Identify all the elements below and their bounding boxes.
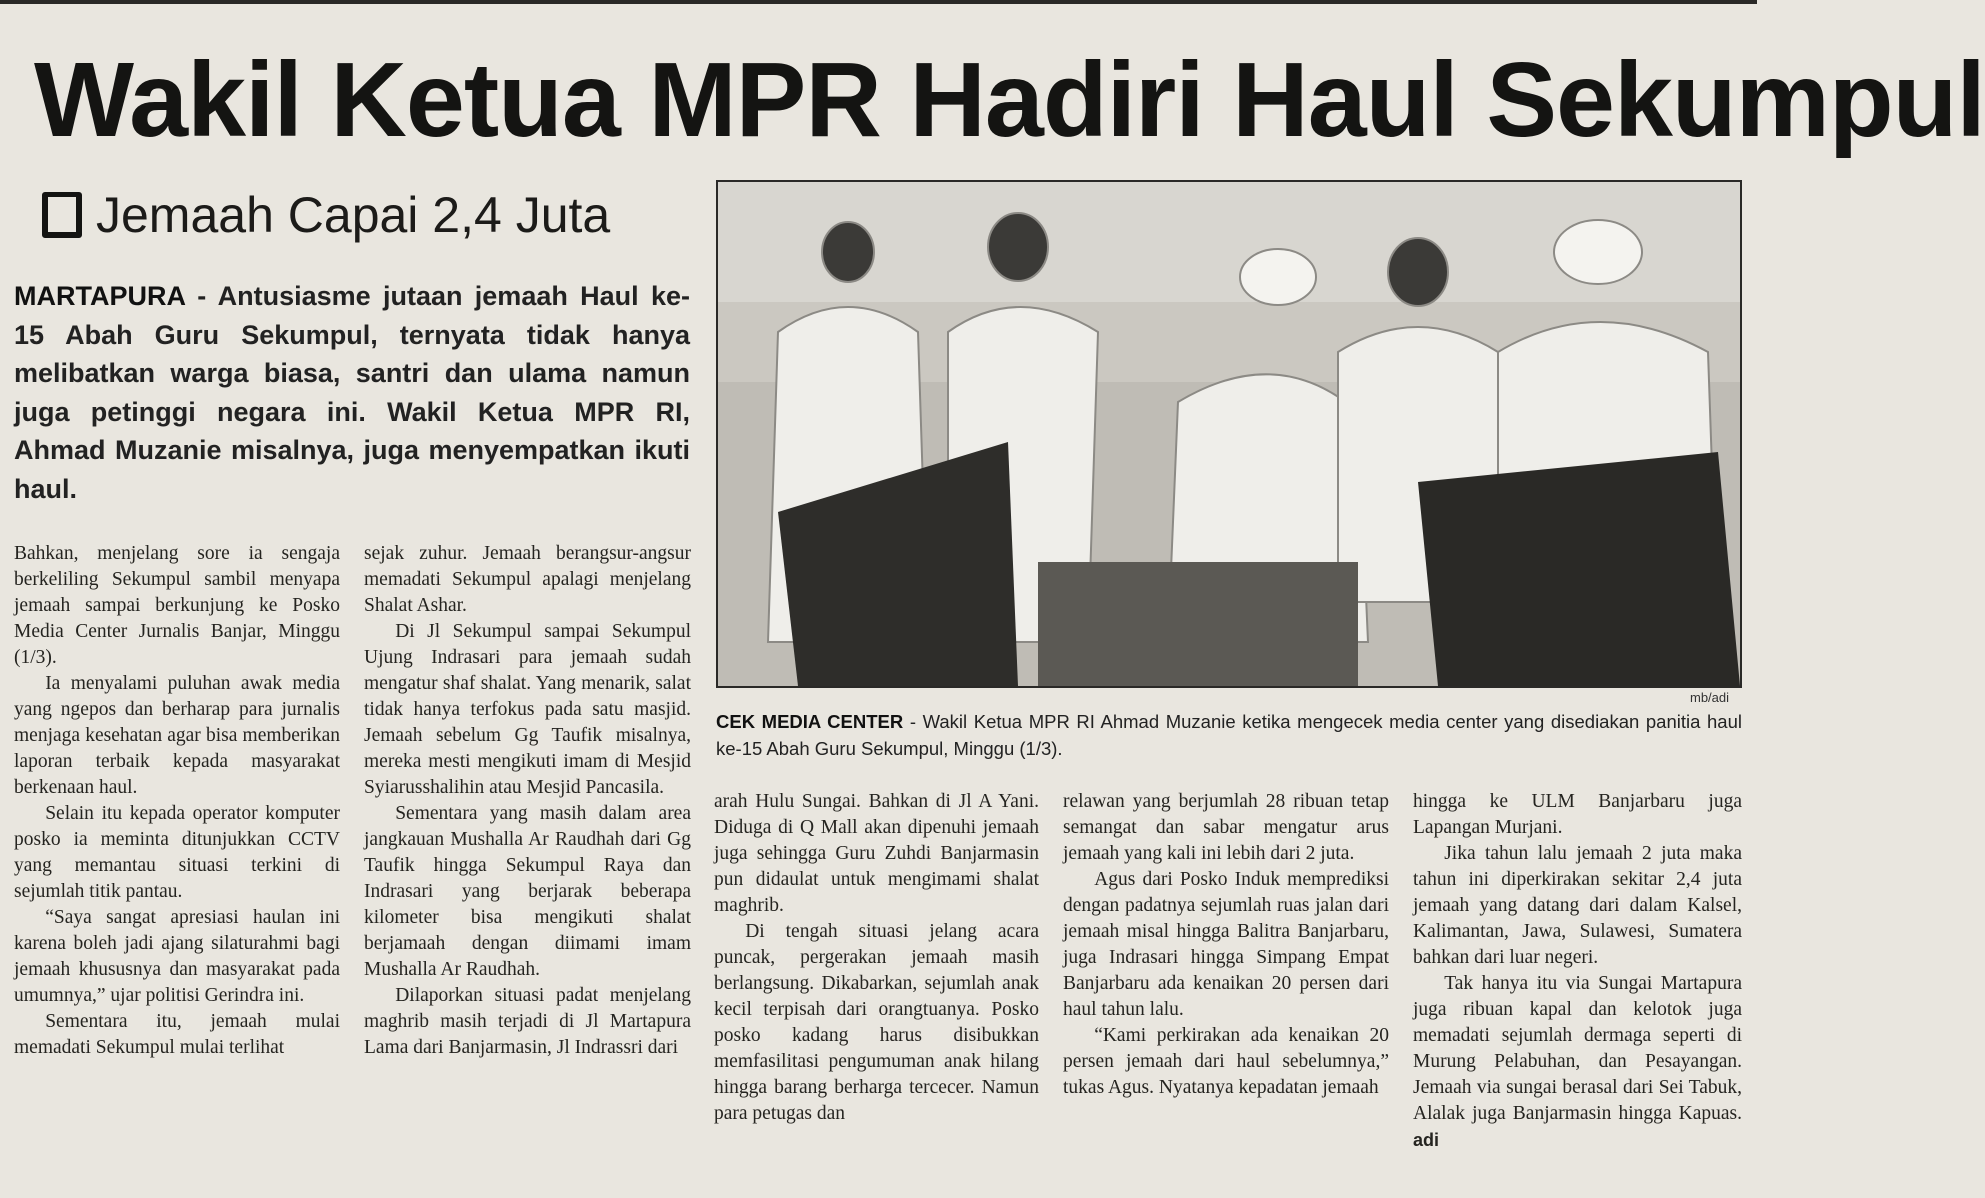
dateline: MARTAPURA (14, 281, 185, 311)
paragraph: “Kami perkirakan ada kenaikan 20 persen jemaah dari haul sebelumnya,” tukas Agus. Nyatanya kepadatan jemaah (1063, 1025, 1389, 1098)
paragraph: sejak zuhur. Jemaah berangsur-angsur memadati Sekumpul apalagi menjelang Shalat Ashar. (364, 543, 691, 616)
paragraph: Jika tahun lalu jemaah 2 juta maka tahun ini diperkirakan sekitar 2,4 juta jemaah yang datang dari dalam Kalsel, Kalimantan, Jawa, Sulawesi, Sumatera bahkan dari luar negeri. (1413, 843, 1742, 968)
body-column-2 (364, 541, 691, 1061)
photo-illustration (718, 182, 1740, 686)
paragraph: arah Hulu Sungai. Bahkan di Jl A Yani. Diduga di Q Mall akan dipenuhi jemaah juga sehingga Guru Zuhdi Banjarmasin pun didaulat untuk mengimami shalat maghrib. (714, 791, 1039, 916)
paragraph: Di Jl Sekumpul sampai Sekumpul Ujung Indrasari para jemaah sudah mengatur shaf shalat. Yang menarik, salat tidak hanya terfokus pada satu masjid. Jemaah sebelum Gg Taufik misalnya, mereka mesti mengikuti imam di Mesjid Syiarusshalihin atau Mesjid Pancasila. (364, 621, 691, 798)
paragraph: Sementara itu, jemaah mulai memadati Sekumpul mulai terlihat (14, 1011, 340, 1058)
paragraph: Ia menyalami puluhan awak media yang ngepos dan berharap para jurnalis menjaga kesehatan agar bisa memberikan laporan terbaik kepada masyarakat berkenaan haul. (14, 673, 340, 798)
body-column-3 (714, 789, 1039, 1127)
news-photo (716, 180, 1742, 688)
square-bullet-icon (42, 192, 82, 238)
body-column-5 (1413, 789, 1742, 1154)
paragraph: Dilaporkan situasi padat menjelang maghrib masih terjadi di Jl Martapura Lama dari Banjarmasin, Jl Indrassri dari (364, 985, 691, 1058)
photo-credit: mb/adi (1690, 690, 1730, 705)
paragraph: Selain itu kepada operator komputer posko ia meminta ditunjukkan CCTV yang memantau situasi terkini di sejumlah titik pantau. (14, 803, 340, 902)
caption-label: CEK MEDIA CENTER (716, 711, 904, 732)
paragraph: Bahkan, menjelang sore ia sengaja berkeliling Sekumpul sambil menyapa jemaah sampai berkunjung ke Posko Media Center Jurnalis Banjar, Minggu (1/3). (14, 543, 340, 668)
paragraph: Di tengah situasi jelang acara puncak, pergerakan jemaah masih berlangsung. Dikabarkan, sejumlah anak kecil terpisah dari orangtuanya. Posko posko kadang harus disibukkan memfasilitasi pengumuman anak hilang hingga barang berharga tercecer. Namun para petugas dan (714, 921, 1039, 1124)
paragraph: Agus dari Posko Induk memprediksi dengan padatnya sejumlah ruas jalan dari jemaah misal hingga Balitra Banjarbaru, juga Indrasari hingga Simpang Empat Banjarbaru ada kenaikan 20 persen dari haul tahun lalu. (1063, 869, 1389, 1020)
body-column-4 (1063, 789, 1389, 1101)
lead-text: - Antusiasme jutaan jemaah Haul ke-15 Abah Guru Sekumpul, ternyata tidak hanya melibatkan warga biasa, santri dan ulama namun juga petinggi negara ini. Wakil Ketua MPR RI, Ahmad Muzanie misalnya, juga menyempatkan ikuti haul. (14, 281, 690, 504)
subhead-block (36, 182, 716, 252)
paragraph: Sementara yang masih dalam area jangkauan Mushalla Ar Raudhah dari Gg Taufik hingga Sekumpul Raya dan Indrasari yang berjarak beberapa kilometer bisa mengikuti shalat berjamaah dengan diimami imam Mushalla Ar Raudhah. (364, 803, 691, 980)
photo-caption (716, 708, 1742, 762)
paragraph (1413, 971, 1742, 1154)
paragraph: relawan yang berjumlah 28 ribuan tetap semangat dan sabar mengatur arus jemaah yang kali ini lebih dari 2 juta. (1063, 791, 1389, 864)
lead-paragraph (14, 277, 690, 508)
caption-text: - Wakil Ketua MPR RI Ahmad Muzanie ketika mengecek media center yang disediakan panitia haul ke-15 Abah Guru Sekumpul, Minggu (1/3). (716, 711, 1742, 759)
top-rule (0, 0, 1757, 4)
paragraph: “Saya sangat apresiasi haulan ini karena boleh jadi ajang silaturahmi bagi jemaah khususnya dan masyarakat pada umumnya,” ujar politisi Gerindra ini. (14, 907, 340, 1006)
body-column-1 (14, 541, 340, 1061)
byline: adi (1413, 1130, 1440, 1150)
headline: Wakil Ketua MPR Hadiri Haul Sekumpul (34, 41, 1985, 159)
paragraph-text: Tak hanya itu via Sungai Martapura juga ribuan kapal dan kelotok juga memadati sejumlah dermaga seperti di Murung Pelabuhan, dan Pesayangan. Jemaah via sungai berasal dari Sei Tabuk, Alalak juga Banjarmasin hingga Kapuas. (1413, 973, 1742, 1124)
subhead: Jemaah Capai 2,4 Juta (96, 187, 611, 243)
paragraph: hingga ke ULM Banjarbaru juga Lapangan Murjani. (1413, 791, 1742, 838)
